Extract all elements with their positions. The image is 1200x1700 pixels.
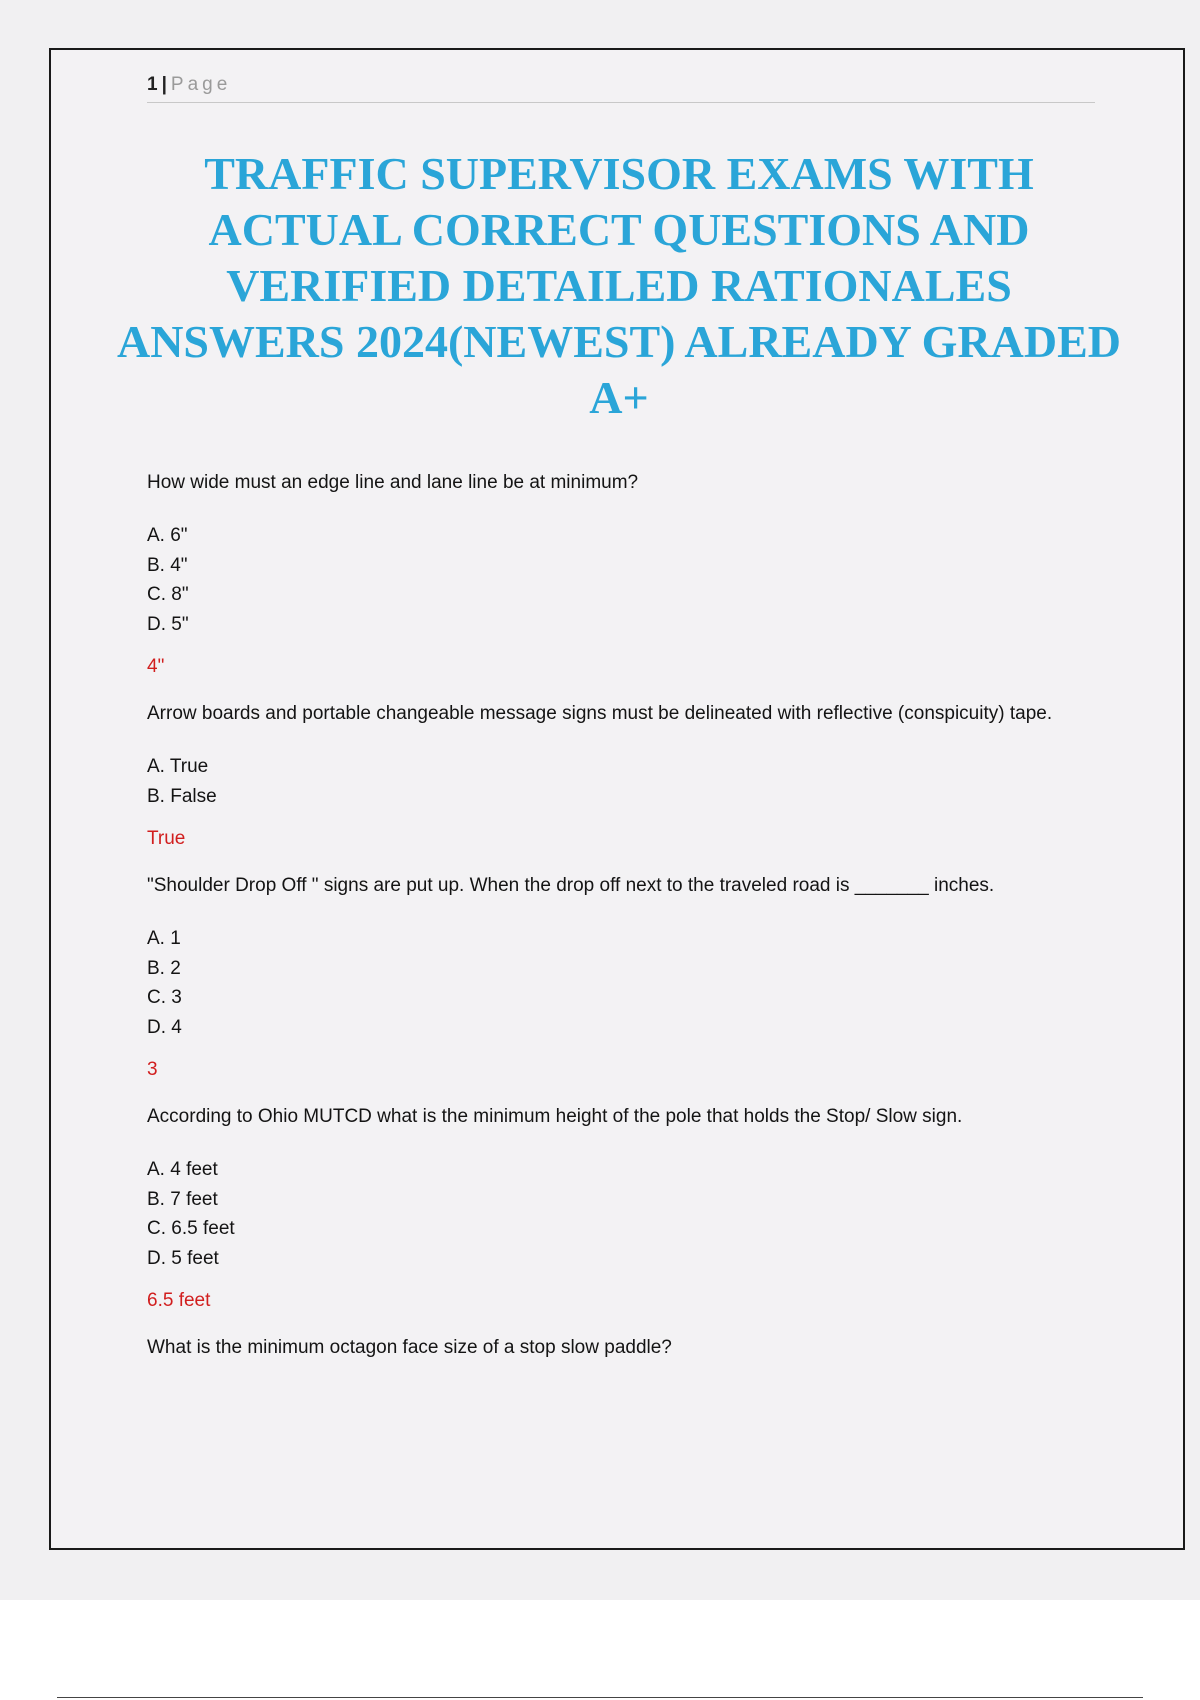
answer-text: 3 [147,1059,158,1080]
option-list [147,752,1127,811]
option: A. 4 feet [147,1159,218,1180]
option: C. 6.5 feet [147,1218,235,1239]
page-separator: | [161,74,167,95]
option: B. 7 feet [147,1188,218,1210]
question-text: "Shoulder Drop Off " signs are put up. When the drop off next to the traveled road is _______ inches. [147,875,995,896]
option: C. 8" [147,584,189,605]
question-text: According to Ohio MUTCD what is the minimum height of the pole that holds the Stop/ Slow sign. [147,1106,963,1127]
document-page [49,48,1185,1550]
next-page-rule [57,1697,1143,1698]
option: B. 2 [147,957,181,979]
option-list [147,1155,1127,1273]
option: B. False [147,785,217,807]
answer-text: 6.5 feet [147,1290,211,1311]
option: C. 3 [147,987,182,1008]
option: D. 4 [147,1016,182,1038]
question-text: What is the minimum octagon face size of a stop slow paddle? [147,1337,672,1358]
question-text: Arrow boards and portable changeable message signs must be delineated with reflective (conspicuity) tape. [147,703,1053,724]
option: B. 4" [147,554,188,576]
question-text: How wide must an edge line and lane line be at minimum? [147,472,639,493]
option: D. 5 feet [147,1247,219,1269]
document-title: TRAFFIC SUPERVISOR EXAMS WITH ACTUAL CORRECT QUESTIONS AND VERIFIED DETAILED RATIONALES ANSWERS 2024(NEWEST) ALREADY GRADED A+ [116,148,1122,423]
answer-text: 4" [147,656,165,677]
option: D. 5" [147,613,189,635]
option-list [147,924,1127,1042]
option-list [147,521,1127,639]
option: A. True [147,756,209,777]
page-label: Page [170,74,232,95]
answer-text: True [147,828,186,849]
option: A. 1 [147,928,181,949]
question-list [147,468,1127,1362]
page-header [147,74,1095,103]
page-number: 1 [147,74,158,95]
option: A. 6" [147,525,188,546]
